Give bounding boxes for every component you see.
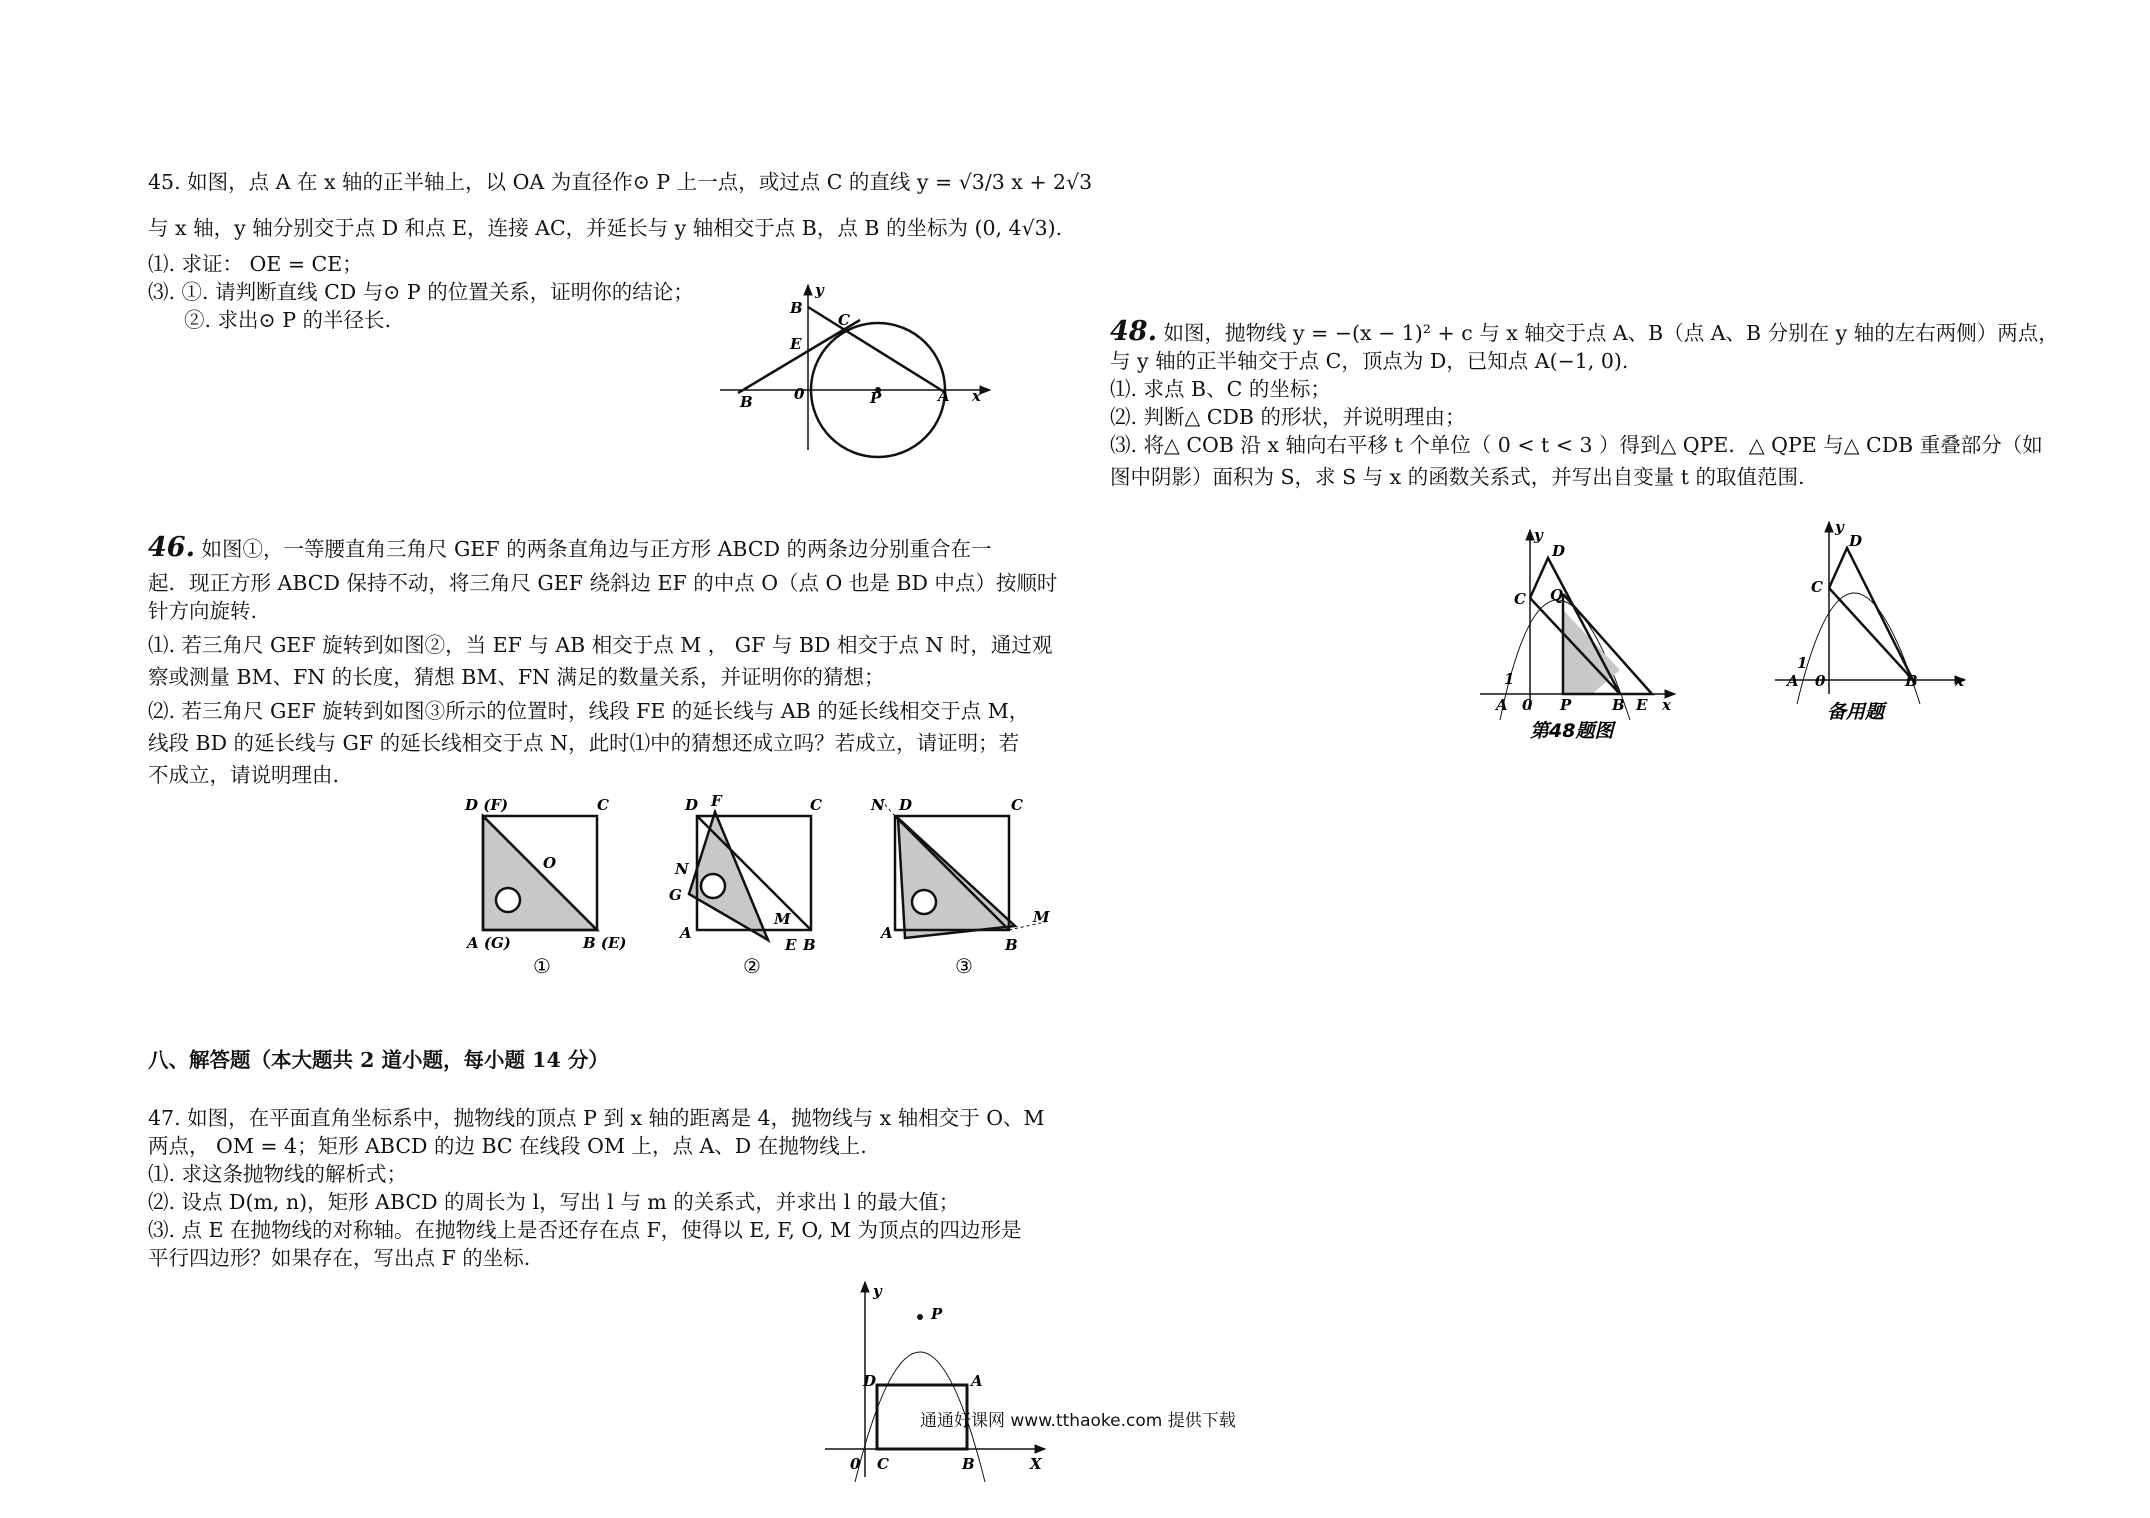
- q46-f3-caption: ③: [955, 954, 973, 978]
- section-8-heading: 八、解答题（本大题共 2 道小题，每小题 14 分）: [148, 1048, 609, 1072]
- q46-p1a: ⑴. 若三角尺 GEF 旋转到如图②，当 EF 与 AB 相交于点 M ， GF 与 BD 相交于点 N 时，通过观: [148, 633, 1053, 657]
- q45-label-b-axis: B: [740, 393, 753, 411]
- q46-line2: 起．现正方形 ABCD 保持不动，将三角尺 GEF 绕斜边 EF 的中点 O（点 O 也是 BD 中点）按顺时: [148, 571, 1058, 595]
- q47-p3b: 平行四边形？如果存在，写出点 F 的坐标.: [148, 1246, 531, 1270]
- arrow-icon: [804, 285, 812, 295]
- q46-f3-label-a: A: [881, 924, 893, 942]
- q48-f1-label-x: x: [1662, 696, 1671, 714]
- arrow-icon: [1825, 522, 1833, 532]
- q48-figure-1: [1480, 526, 1680, 745]
- q48-f2-label-y: y: [1835, 518, 1844, 536]
- q47-point-p: [918, 1315, 923, 1320]
- q47-label-b: B: [962, 1455, 975, 1473]
- q46-number: 46.: [148, 532, 195, 563]
- q46-f3-label-c: C: [1011, 796, 1023, 814]
- q46-f2-caption: ②: [743, 954, 761, 978]
- q46-f3-hole: [912, 890, 936, 914]
- q46-f2-label-d: D: [685, 796, 699, 814]
- q46-f1-label-o: O: [543, 854, 557, 872]
- q47-p3a: ⑶. 点 E 在抛物线的对称轴。在抛物线上是否还存在点 F，使得以 E, F, O, M 为顶点的四边形是: [148, 1218, 1022, 1242]
- q47-figure: [825, 1282, 1085, 1482]
- q46-f1-hole: [496, 888, 520, 912]
- q46-f2-hole: [701, 874, 725, 898]
- q48-figure-2: [1775, 518, 1975, 737]
- q48-f1-label-d: D: [1552, 542, 1566, 560]
- q48-f1-label-e: E: [1636, 696, 1648, 714]
- q48-f1-label-a: A: [1496, 696, 1508, 714]
- q48-text: [1110, 318, 2059, 491]
- q48-p1: ⑴. 求点 B、C 的坐标；: [1110, 377, 1331, 401]
- q45-label-a: A: [938, 387, 950, 405]
- q46-f2-label-b: B: [803, 936, 816, 954]
- footer-watermark: 通通好课网 www.tthaoke.com 提供下载: [920, 1411, 1236, 1431]
- q48-f2-triangle-cdb: [1829, 548, 1913, 680]
- q45-label-y: y: [815, 281, 824, 299]
- q46-p2b: 线段 BD 的延长线与 GF 的延长线相交于点 N，此时⑴中的猜想还成立吗？若成立，请证明；若: [148, 731, 1020, 755]
- q48-f1-label-c: C: [1514, 590, 1526, 608]
- q46-f3-label-m: M: [1033, 908, 1050, 926]
- q46-figure-3: [865, 798, 1065, 978]
- q48-line1: 如图，抛物线 y = −(x − 1)² + c 与 x 轴交于点 A、B（点 A、B 分别在 y 轴的左右两侧）两点，: [1163, 321, 2059, 345]
- q45-label-x: x: [972, 387, 981, 405]
- q47-p1: ⑴. 求这条抛物线的解析式；: [148, 1162, 408, 1186]
- q46-p1b: 察或测量 BM、FN 的长度，猜想 BM、FN 满足的数量关系，并证明你的猜想；: [148, 665, 885, 689]
- q46-f2-label-c: C: [810, 796, 822, 814]
- q47-text: [148, 1104, 1045, 1272]
- q46-f1-label-a: A (G): [467, 934, 511, 952]
- q46-f1-caption: ①: [533, 954, 551, 978]
- q48-number: 48.: [1110, 316, 1157, 347]
- q46-line1: 如图①，一等腰直角三角尺 GEF 的两条直角边与正方形 ABCD 的两条边分别重合在一: [201, 537, 992, 561]
- arrow-icon: [1035, 1445, 1045, 1453]
- q45-label-o: 0: [794, 385, 805, 403]
- q48-f1-label-b: B: [1612, 696, 1625, 714]
- q46-figure-1: [465, 798, 635, 978]
- arrow-icon: [980, 386, 990, 394]
- q48-p3a: ⑶. 将△ COB 沿 x 轴向右平移 t 个单位（ 0 < t < 3 ）得到△ QPE．△ QPE 与△ CDB 重叠部分（如: [1110, 433, 2043, 457]
- q48-p2: ⑵. 判断△ CDB 的形状，并说明理由；: [1110, 405, 1466, 429]
- q46-text: [148, 534, 1057, 789]
- q45-label-c: C: [838, 311, 850, 329]
- q47-label-y: y: [873, 1282, 882, 1300]
- q45-label-b: B: [790, 299, 803, 317]
- q47-label-p: P: [931, 1305, 943, 1323]
- q48-p3b: 图中阴影）面积为 S，求 S 与 x 的函数关系式，并写出自变量 t 的取值范围.: [1110, 465, 1805, 489]
- q47-label-d: D: [863, 1372, 877, 1390]
- q48-f1-caption: 第48题图: [1530, 720, 1614, 742]
- q45-label-p: P: [870, 389, 882, 407]
- q48-f1-label-q: Q: [1550, 586, 1564, 604]
- arrow-icon: [861, 1282, 869, 1292]
- q47-p2: ⑵. 设点 D(m, n)，矩形 ABCD 的周长为 l，写出 l 与 m 的关系式，并求出 l 的最大值；: [148, 1190, 960, 1214]
- q48-f1-label-o: 0: [1522, 696, 1533, 714]
- q45-part3: ②. 求出⊙ P 的半径长.: [184, 308, 392, 332]
- q46-line3: 针方向旋转.: [148, 599, 258, 623]
- q46-f2-label-f: F: [711, 792, 722, 810]
- q48-f1-label-p: P: [1560, 696, 1572, 714]
- q45-figure: [720, 281, 1000, 455]
- q46-p2c: 不成立，请说明理由.: [148, 763, 340, 787]
- arrow-icon: [1526, 530, 1534, 540]
- q46-f1-label-d: D (F): [465, 796, 509, 814]
- q46-f3-label-b: B: [1005, 936, 1018, 954]
- q47-line1: 47. 如图，在平面直角坐标系中，抛物线的顶点 P 到 x 轴的距离是 4，抛物线与 x 轴相交于 O、M: [148, 1106, 1045, 1130]
- q46-f2-label-e: E: [785, 936, 797, 954]
- q48-f2-label-d: D: [1849, 532, 1863, 550]
- q45-part2: ⑶. ①. 请判断直线 CD 与⊙ P 的位置关系，证明你的结论；: [148, 280, 694, 304]
- q48-f2-label-1: 1: [1797, 654, 1808, 672]
- q46-figure-2: [669, 792, 845, 978]
- q48-f2-label-x: x: [1955, 672, 1964, 690]
- q45-label-e: E: [790, 335, 802, 353]
- q47-line2: 两点， OM = 4；矩形 ABCD 的边 BC 在线段 OM 上，点 A、D 在抛物线上.: [148, 1134, 867, 1158]
- q46-f1-label-b: B (E): [583, 934, 627, 952]
- q46-f1-label-c: C: [597, 796, 609, 814]
- q46-f3-label-n: N: [871, 796, 885, 814]
- q48-f2-label-b: B: [1905, 672, 1918, 690]
- q48-line2: 与 y 轴的正半轴交于点 C，顶点为 D，已知点 A(−1, 0).: [1110, 349, 1629, 373]
- q46-f2-label-m: M: [774, 910, 791, 928]
- q47-label-c: C: [877, 1455, 889, 1473]
- q48-f1-label-1: 1: [1504, 670, 1515, 688]
- q47-label-o: 0: [850, 1455, 861, 1473]
- q45-line2: 与 x 轴，y 轴分别交于点 D 和点 E，连接 AC，并延长与 y 轴相交于点 B，点 B 的坐标为 (0, 4√3).: [148, 216, 1063, 240]
- q46-p2a: ⑵. 若三角尺 GEF 旋转到如图③所示的位置时，线段 FE 的延长线与 AB 的延长线相交于点 M，: [148, 699, 1030, 723]
- q45-line-ab: [808, 307, 946, 393]
- q46-f3-label-d: D: [899, 796, 913, 814]
- q48-f1-shaded-overlap: [1563, 610, 1620, 694]
- q48-f2-label-a: A: [1787, 672, 1799, 690]
- q48-f2-label-o: 0: [1815, 672, 1826, 690]
- q48-f1-label-y: y: [1534, 526, 1543, 544]
- q47-label-a: A: [971, 1372, 983, 1390]
- q47-label-x: X: [1030, 1455, 1042, 1473]
- q45-line1: 45. 如图，点 A 在 x 轴的正半轴上，以 OA 为直径作⊙ P 上一点，或过点 C 的直线 y = √3/3 x + 2√3: [148, 170, 1093, 194]
- q48-f2-label-c: C: [1811, 578, 1823, 596]
- q45-part1: ⑴. 求证： OE = CE；: [148, 252, 363, 276]
- q45-line-cd: [738, 320, 860, 393]
- q46-f2-label-a: A: [680, 924, 692, 942]
- q48-f2-caption: 备用题: [1827, 701, 1885, 723]
- q46-f2-label-g: G: [669, 886, 682, 904]
- q46-f2-label-n: N: [675, 860, 689, 878]
